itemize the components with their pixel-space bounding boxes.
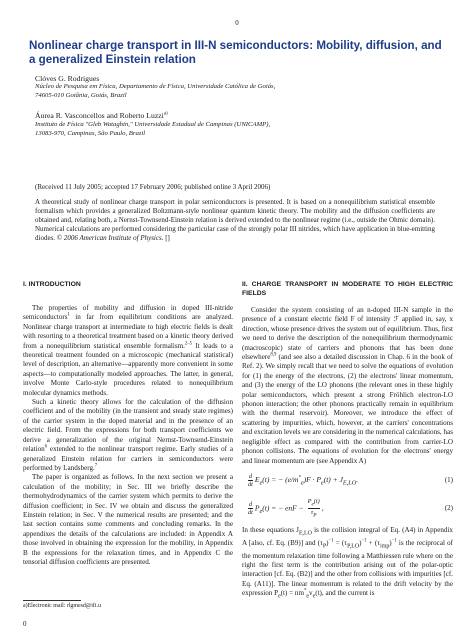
page-number-bottom: 0 <box>23 620 27 628</box>
page-marker-top: 0 <box>235 19 239 27</box>
doi-marker: [] <box>165 234 170 242</box>
citation: 8,9 <box>270 352 277 358</box>
eq-subscript: P <box>322 543 327 550</box>
eq-superscript: −1 <box>391 538 397 544</box>
equation-1-body <box>242 473 358 488</box>
eq-subscript: e <box>311 501 314 508</box>
equation-2 <box>242 498 453 520</box>
received-dates: (Received 11 July 2005; accepted 17 February 2006; published online 3 April 2006) <box>35 183 271 191</box>
text-run: The properties of mobility and diffusion in doped III-nitride semiconductors <box>23 304 233 322</box>
text-run: ) <box>359 538 362 547</box>
frac-numerator: d <box>248 501 253 509</box>
author-names-2: Áurea R. Vasconcellos and Roberto Luzzi <box>35 111 164 120</box>
copyright-notice: © 2006 American Institute of Physics. <box>56 234 164 242</box>
frac-denominator: dt <box>248 509 253 517</box>
text-run: in far from equilibrium conditions are analyzed. Nonlinear charge transport at intermediate to high electric fields is dealt with resorting to a theoretical treatment based on a kinetic theory derived from a nonequilibrium statistical ensemble formalism. <box>23 313 233 350</box>
eq-superscript: −1 <box>361 538 367 544</box>
section2-paragraph-2 <box>242 526 453 602</box>
abstract <box>35 198 435 243</box>
footnote-email: a)Electronic mail: rlgmesd@ifi.u <box>23 603 101 609</box>
text-run: is the collision integral of Eq. (A4) in Appendix A [also, cf. Eq. (B9)] and (τ <box>242 525 453 547</box>
footnote-divider <box>23 600 81 601</box>
citation: 1 <box>67 313 70 319</box>
eq-term: P <box>307 498 312 506</box>
affiliation-1-line-2: 74605-010 Goiânia, Goiás, Brazil <box>35 91 127 99</box>
affiliation-1 <box>35 83 435 100</box>
eq-subscript: e <box>259 480 263 488</box>
text-run: = (τ <box>333 538 348 547</box>
frac-numerator: d <box>248 473 253 481</box>
eq-term: (t) + J <box>323 475 343 485</box>
frac-denominator <box>308 508 320 519</box>
eq-term: , <box>321 503 324 513</box>
eq-subscript: e <box>312 593 316 600</box>
eq-subscript: P <box>313 512 317 519</box>
eq-subscript: imp <box>380 543 390 550</box>
eq-term: (t) = − enF − <box>262 503 306 513</box>
eq-superscript: −1 <box>328 538 334 544</box>
text-run: (t) = nm <box>280 589 304 598</box>
author-line-1: Clóves G. Rodrigues <box>35 74 100 83</box>
eq-subscript: P,LO <box>347 543 360 550</box>
citation: 6 <box>44 444 48 450</box>
text-run: It leads to a theoretical treatment founded on a microscopic (mechanical statistical) level of description, an alternative—apparently more convenient in some aspects—to computationally modeled approaches. The latter, in general, involve Monte Carlo-style procedures related to nonequilibrium molecular dynamics methods. <box>23 341 233 397</box>
section-heading-charge-transport: II. CHARGE TRANSPORT IN MODERATE TO HIGH ELECTRIC FIELDS <box>242 281 453 297</box>
text-run: extended to the nonlinear transport regime. Early studies of a generalized Einstein relation for carriers in semiconductors were performed by Landsberg. <box>23 445 233 472</box>
affiliation-1-line-1: Núcleo de Pesquisa em Física, Departamento de Física, Universidade Católica de Goiás, <box>35 83 276 90</box>
eq-term: P <box>254 503 260 513</box>
text-run: ) <box>389 538 392 547</box>
affiliation-2-line-1: Instituto de Física "Gleb Wataghin," Universidade Estadual de Campinas (UNICAMP), <box>35 121 271 128</box>
equation-1 <box>242 470 453 492</box>
affiliation-2-line-2: 13083-970, Campinas, São Paulo, Brazil <box>35 129 146 137</box>
equation-1-number: (1) <box>444 476 453 485</box>
eq-subscript: e <box>300 480 304 488</box>
section-heading-introduction: I. INTRODUCTION <box>23 281 81 288</box>
eq-superscript: * <box>298 476 301 482</box>
frac-numerator <box>308 498 320 508</box>
intro-paragraph-1 <box>23 304 233 398</box>
eq-term: )F · P <box>303 475 321 485</box>
eq-subscript: E,LO <box>298 530 312 537</box>
eq-term: . <box>356 475 359 485</box>
eq-term: (t) <box>313 498 320 506</box>
text-run: The paper is organized as follows. In the next section we present a calculation of the mobility; in Sec. III we briefly describe the thermohydrodynamics of the carrier system which permits to derive the diffusion coefficient; in Sec. IV we obtain and discuss the generalized Einstein relation; in Sec. V the numerical results are presented; and the last section contains some comments and concluding remarks. In the appendixes the details of the calculations are included: in Appendix A those involved in obtaining the expression for the mobility, in Appendix B the expressions for the relaxation times, and in Appendix C the tensorial diffusion coefficients are presented. <box>23 473 233 566</box>
text-run: ) <box>326 538 329 547</box>
intro-paragraph-2 <box>23 398 233 473</box>
relaxation-fraction <box>308 498 320 520</box>
derivative-operator <box>248 501 253 516</box>
eq-term: E <box>254 475 260 485</box>
citation: 7 <box>94 463 98 469</box>
text-run: Consider the system consisting of an n-doped III-N sample in the presence of a constant electric field F of intensity ℱ applied in, say, x direction, whose presence drives the system out of equilibrium. Thus, first we need to derive the description of the nonequilibrium thermodynamic (macroscopic) state of carriers and phonons that has been done elsewhere <box>242 306 453 362</box>
affiliation-2 <box>35 121 435 138</box>
author-line-2 <box>35 111 168 120</box>
eq-subscript: e <box>278 593 281 600</box>
frac-denominator: dt <box>248 481 253 489</box>
text-run: Such a kinetic theory allows for the calculation of the diffusion coefficient and of the mobility (in the transient and steady state regimes) of the carrier system in the doped material and in the presence of an electric field. From the expressions for both transport coefficients we derive a generalization of the original Nernst-Townsend-Einstein relation <box>23 398 233 454</box>
text-run: is the reciprocal of the momentum relaxation time following a Matthiessen rule where on the right the first term is the contribution arising out of the polar-optic interaction [cf. Eq. (B2)] and the other from collisions with impurities [cf. Eq. (A11)]. The linear momentum is related to the drift velocity by the expression P <box>242 538 453 598</box>
eq-superscript: * <box>304 588 307 594</box>
eq-subscript: e <box>320 480 324 488</box>
left-column <box>23 280 233 567</box>
eq-subscript: e <box>259 508 263 516</box>
text-run: + (τ <box>366 538 381 547</box>
eq-subscript: e <box>306 593 310 600</box>
text-run: (t), and the current is <box>315 589 375 598</box>
equation-2-body <box>242 498 324 520</box>
paper-title: Nonlinear charge transport in III-N semiconductors: Mobility, diffusion, and a generalized Einstein relation <box>29 39 442 66</box>
eq-term: (t) = − (e/m <box>262 475 299 485</box>
derivative-operator <box>248 473 253 488</box>
text-run: v <box>309 589 313 598</box>
eq-subscript: E,LO <box>342 480 357 488</box>
equation-2-number: (2) <box>444 504 453 513</box>
citation: 2–5 <box>184 341 193 347</box>
abstract-text: A theoretical study of nonlinear charge transport in polar semiconductors is presented. It is based on a nonequilibrium statistical ensemble formalism which provides a generalized Boltzmann-style nonlinear quantum kinetic theory. The mobility and the diffusion coefficients are obtained and, relating both, a Nernst-Townsend-Einstein relation is derived extended to the nonlinear regime (i.e., outside the Ohmic domain). Numerical calculations are performed considering the particular case of the strongly polar III nitrides, which have application in blue-emitting diodes. <box>35 198 435 242</box>
right-column <box>242 280 453 602</box>
text-run: (and see also a detailed discussion in Chap. 6 in the book of Ref. 2). We simply recall that we need to solve the equations of evolution for (1) the energy of the electrons, (2) the electrons' linear momentum, and (3) the energy of the LO phonons (the relevant ones in these highly polar semiconductors, which present a strong Fröhlich electron-LO phonon interaction; the other phonons practically remain in equilibrium with the thermal reservoir). Moreover, we introduce the effect of scattering by impurities, which, however, at the carriers' concentrations and excitation levels we are considering in the numerical calculations, has negligible effect as compared with the contribution from carrier-LO phonon collisions. The equations of evolution for the electrons' energy and linear momentum are (see Appendix A) <box>242 353 453 465</box>
intro-paragraph-3 <box>23 473 233 567</box>
text-run: In these equations J <box>242 525 299 534</box>
eq-term: τ <box>310 509 314 517</box>
author-footnote-mark: a) <box>163 111 168 117</box>
section2-paragraph-1 <box>242 306 453 466</box>
